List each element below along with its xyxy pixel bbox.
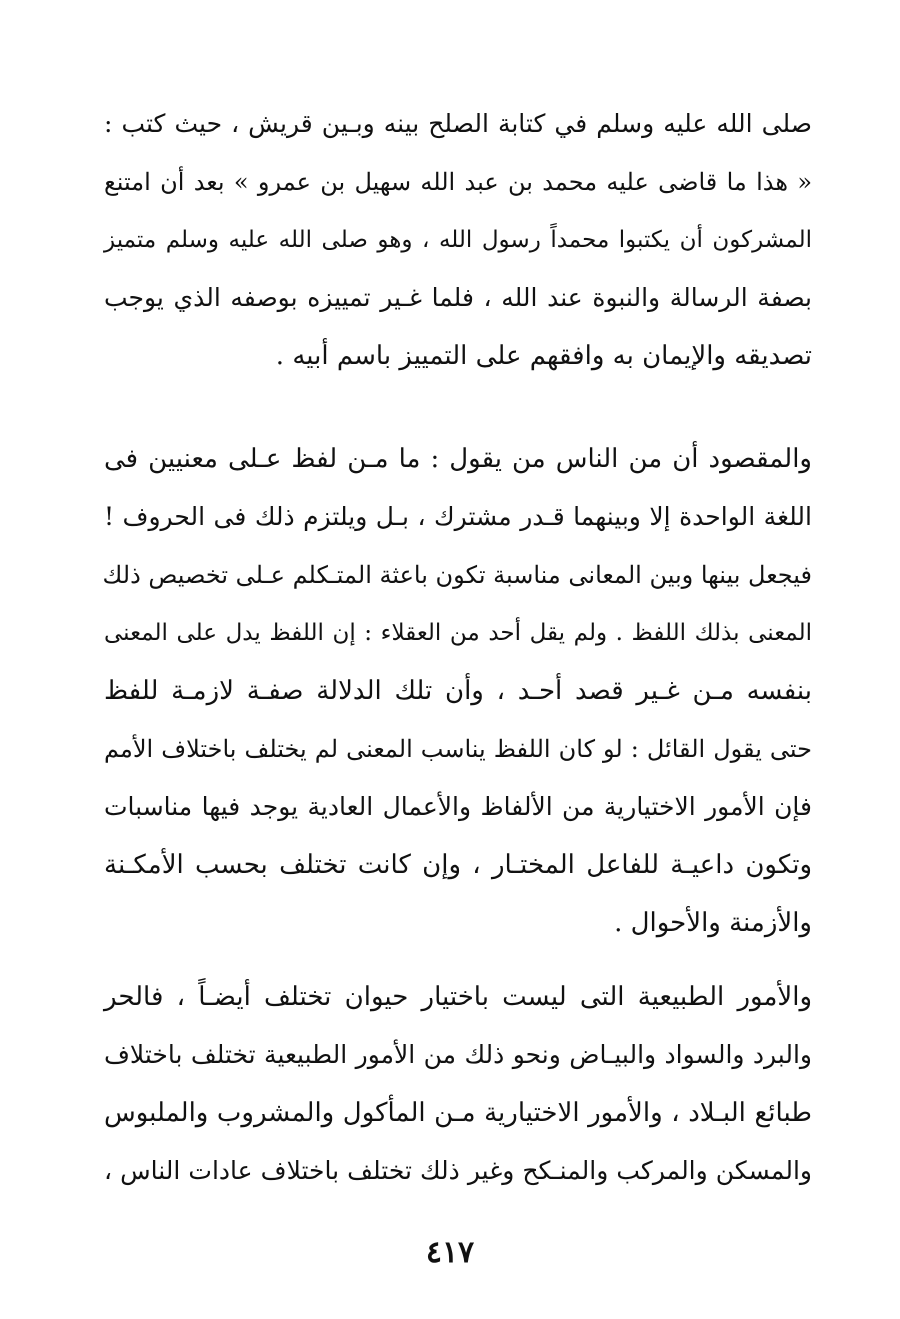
text-line: فإن الأمور الاختيارية من الألفاظ والأعمال العادية يوجد فيها مناسبات: [104, 792, 812, 821]
text-line: اللغة الواحدة إلا وبينهما قـدر مشترك ، بـل ويلتزم ذلك فى الحروف !: [104, 502, 812, 531]
text-line: والأمور الطبيعية التى ليست باختيار حيوان تختلف أيضـاً ، فالحر: [104, 982, 812, 1012]
text-line: تصديقه والإيمان به وافقهم على التمييز باسم أبيه .: [275, 341, 812, 371]
paragraph-2: [104, 430, 812, 952]
text-line: والأزمنة والأحوال .: [614, 908, 812, 938]
paragraph-1: [104, 95, 812, 385]
text-line: المشركون أن يكتبوا محمداً رسول الله ، وهو صلى الله عليه وسلم متميز: [104, 227, 812, 253]
page-number: ٤١٧: [425, 1235, 475, 1270]
text-line: فيجعل بينها وبين المعانى مناسبة تكون باعثة المتـكلم عـلى تخصيص ذلك: [102, 561, 812, 589]
paragraph-3: [104, 968, 812, 1200]
text-line: « هذا ما قاضى عليه محمد بن عبد الله سهيل بن عمرو » بعد أن امتنع: [104, 168, 812, 196]
text-line: وتكون داعيـة للفاعل المختـار ، وإن كانت تختلف بحسب الأمكـنة: [104, 850, 812, 880]
text-line: والبرد والسواد والبيـاض ونحو ذلك من الأمور الطبيعية تختلف باختلاف: [104, 1040, 812, 1069]
text-line: بصفة الرسالة والنبوة عند الله ، فلما غـير تمييزه بوصفه الذي يوجب: [104, 283, 812, 312]
text-line: صلى الله عليه وسلم في كتابة الصلح بينه وبـين قريش ، حيث كتب :: [104, 109, 812, 138]
text-line: طبائع البـلاد ، والأمور الاختيارية مـن المأكول والمشروب والملبوس: [104, 1098, 812, 1128]
text-line: والمسكن والمركب والمنـكح وغير ذلك تختلف باختلاف عادات الناس ،: [104, 1156, 812, 1185]
text-line: المعنى بذلك اللفظ . ولم يقل أحد من العقلاء : إن اللفظ يدل على المعنى: [104, 620, 812, 646]
text-line: والمقصود أن من الناس من يقول : ما مـن لفظ عـلى معنيين فى: [104, 444, 812, 474]
text-line: حتى يقول القائل : لو كان اللفظ يناسب المعنى لم يختلف باختلاف الأمم: [104, 735, 812, 763]
text-line: بنفسه مـن غـير قصد أحـد ، وأن تلك الدلالة صفـة لازمـة للفظ: [104, 676, 812, 706]
